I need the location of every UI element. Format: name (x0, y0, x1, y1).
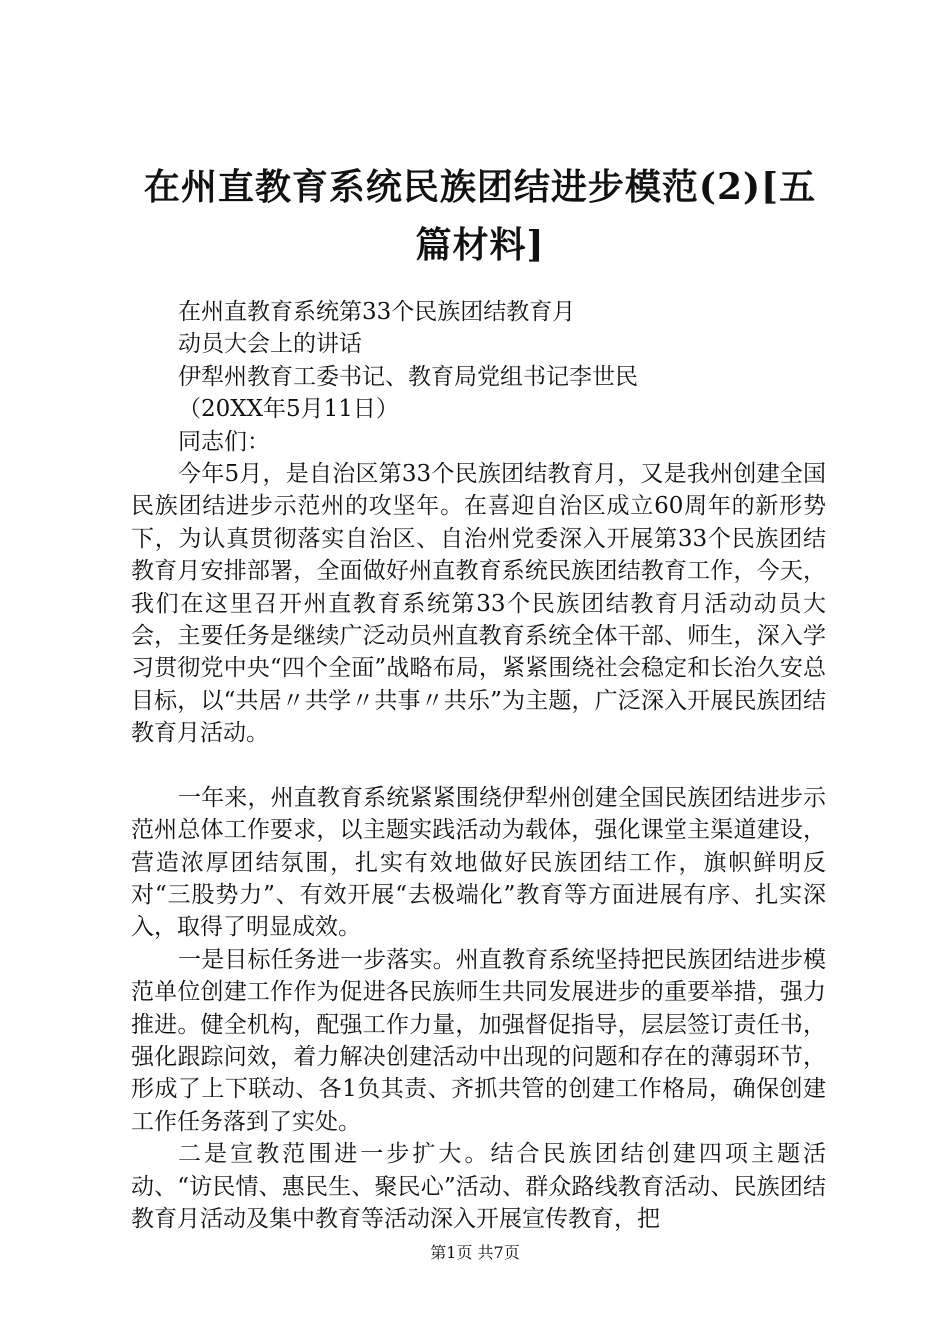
paragraph-review: 一年来，州直教育系统紧紧围绕伊犁州创建全国民族团结进步示范州总体工作要求，以主题实践活动为载体，强化课堂主渠道建设，营造浓厚团结氛围，扎实有效地做好民族团结工作，旗帜鲜明反对“三股势力”、有效开展“去极端化”教育等方面进展有序、扎实深入，取得了明显成效。 (131, 784, 826, 941)
paragraph-point-1: 一是目标任务进一步落实。州直教育系统坚持把民族团结进步模范单位创建工作作为促进各民族师生共同发展进步的重要举措，强力推进。健全机构，配强工作力量，加强督促指导，层层签订责任书，强化跟踪问效，着力解决创建活动中出现的问题和存在的薄弱环节，形成了上下联动、各1负其责、齐抓共管的创建工作格局，确保创建工作任务落到了实处。 (131, 946, 826, 1135)
speech-title-line-2: 动员大会上的讲话 (178, 331, 362, 358)
document-title: 在州直教育系统民族团结进步模范(2)[五篇材料] (143, 166, 817, 266)
date-line: （20XX年5月11日） (178, 396, 399, 423)
document-body (131, 296, 826, 1235)
paragraph-gap (131, 750, 826, 782)
speech-title-line-1: 在州直教育系统第33个民族团结教育月 (178, 299, 576, 325)
paragraph-point-2: 二是宣教范围进一步扩大。结合民族团结创建四项主题活动、“访民情、惠民生、聚民心”活动、群众路线教育活动、民族团结教育月活动及集中教育等活动深入开展宣传教育，把 (131, 1141, 826, 1232)
speaker-line: 伊犁州教育工委书记、教育局党组书记李世民 (178, 363, 638, 390)
paragraph-intro: 今年5月，是自治区第33个民族团结教育月，又是我州创建全国民族团结进步示范州的攻坚年。在喜迎自治区成立60周年的新形势下，为认真贯彻落实自治区、自治州党委深入开展第33个民族团结教育月安排部署，全面做好州直教育系统民族团结教育工作，今天，我们在这里召开州直教育系统第33个民族团结教育月活动动员大会，主要任务是继续广泛动员州直教育系统全体干部、师生，深入学习贯彻党中央“四个全面”战略布局，紧紧围绕社会稳定和长治久安总目标，以“共居〃共学〃共事〃共乐”为主题，广泛深入开展民族团结教育月活动。 (131, 461, 826, 747)
salutation: 同志们： (178, 428, 270, 455)
page-number-footer: 第1页 共7页 (430, 1243, 520, 1262)
